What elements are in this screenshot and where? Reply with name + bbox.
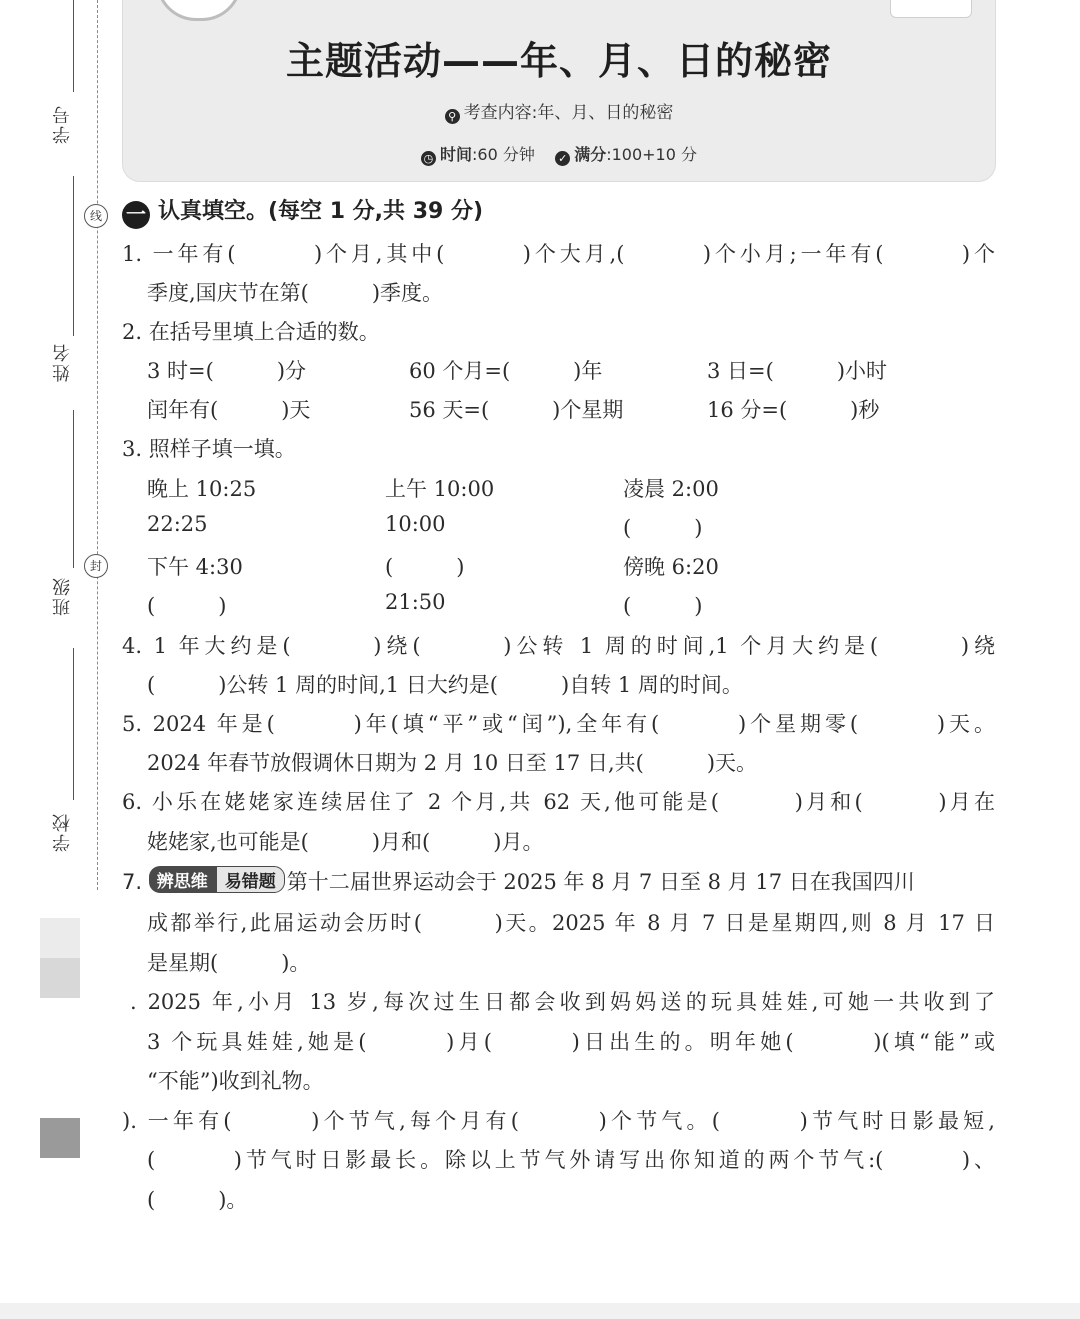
margin-rule: [73, 176, 74, 336]
section-number: 一: [122, 201, 150, 229]
q2-item: 3 时=( )分: [147, 359, 307, 383]
q2-prompt: 2. 在括号里填上合适的数。: [122, 320, 380, 344]
q3-cell: ( ): [623, 594, 703, 618]
margin-rule: [73, 648, 74, 800]
tag-error-prone: 易错题: [216, 866, 285, 893]
q1-line1: 1. 一年有( )个月,其中( )个大月,( )个小月;一年有( )个: [122, 242, 995, 266]
time-label: 时间: [439, 145, 472, 164]
q9-line1: ). 一年有( )个节气,每个月有( )个节气。( )节气时日影最短,: [122, 1109, 995, 1133]
q9-line2: ( )节气时日影最长。除以上节气外请写出你知道的两个节气:( )、: [147, 1148, 996, 1172]
q1-line2: 季度,国庆节在第( )季度。: [147, 281, 444, 305]
section-title: 认真填空。(每空 1 分,共 39 分): [158, 199, 484, 224]
q7-line2: 成都举行,此届运动会历时( )天。2025 年 8 月 7 日是星期四,则 8 月 17 日: [147, 911, 995, 935]
q7-text: 第十二届世界运动会于 2025 年 8 月 7 日至 8 月 17 日在我国四川: [286, 870, 915, 894]
clock-icon: ◷: [421, 151, 436, 166]
q6-line1: 6. 小乐在姥姥家连续居住了 2 个月,共 62 天,他可能是( )月和( )月在: [122, 790, 995, 814]
q3-cell: 10:00: [385, 512, 446, 536]
student-no-label: 学号: [52, 104, 73, 144]
q2-item: 60 个月=( )年: [409, 359, 603, 383]
q4-line1: 4. 1 年大约是( )绕( )公转 1 周的时间,1 个月大约是( )绕: [122, 634, 995, 658]
margin-rule: [73, 410, 74, 568]
cut-line: [97, 0, 98, 890]
gray-swatch: [40, 958, 80, 998]
q2-item: 3 日=( )小时: [707, 359, 888, 383]
section-heading: [122, 194, 483, 229]
exam-meta: [122, 142, 996, 166]
q3-cell: 21:50: [385, 590, 446, 614]
q3-cell: ( ): [385, 555, 465, 579]
tag-thinking: 辨思维: [149, 866, 216, 893]
q5-line2: 2024 年春节放假调休日期为 2 月 10 日至 17 日,共( )天。: [147, 751, 758, 775]
q3-cell: 上午 10:00: [385, 477, 495, 501]
q3-cell: 傍晚 6:20: [623, 555, 719, 579]
page-title: 主题活动——年、月、日的秘密: [285, 39, 832, 83]
q2-item: 闰年有( )天: [147, 398, 311, 422]
score-label: 满分: [574, 145, 607, 164]
page-bottom-strip: [0, 1303, 1080, 1319]
q7-line1: [122, 866, 995, 896]
q4-line2: ( )公转 1 周的时间,1 日大约是( )自转 1 周的时间。: [147, 673, 743, 697]
q2-item: 16 分=( )秒: [707, 398, 880, 422]
school-label: 学校: [52, 812, 73, 852]
name-label: 姓名: [52, 342, 73, 382]
margin-rule: [73, 0, 74, 92]
q8-line1: . 2025 年,小月 13 岁,每次过生日都会收到妈妈送的玩具娃娃,可她一共收到了: [130, 990, 995, 1014]
score-value: :100+10 分: [606, 145, 697, 164]
q3-cell: 下午 4:30: [147, 555, 243, 579]
scope-line: [122, 98, 996, 124]
q3-cell: 晚上 10:25: [147, 477, 257, 501]
class-label: 班级: [52, 576, 73, 616]
gray-swatch: [40, 1118, 80, 1158]
q3-cell: ( ): [623, 516, 703, 540]
score-box: [890, 0, 972, 18]
q3-prompt: 3. 照样子填一填。: [122, 437, 296, 461]
q9-line3: ( )。: [147, 1188, 248, 1212]
check-icon: ✓: [555, 151, 570, 166]
q7-line3: 是星期( )。: [147, 951, 311, 975]
q3-cell: 22:25: [147, 512, 208, 536]
q7-number: 7.: [122, 870, 143, 894]
q3-cell: 凌晨 2:00: [623, 477, 719, 501]
q3-cell: ( ): [147, 594, 227, 618]
q6-line2: 姥姥家,也可能是( )月和( )月。: [147, 830, 544, 854]
q8-line3: “不能”)收到礼物。: [147, 1069, 324, 1093]
q5-line1: 5. 2024 年是( )年(填“平”或“闰”),全年有( )个星期零( )天。: [122, 712, 995, 736]
time-value: :60 分钟: [472, 145, 535, 164]
search-icon: ⚲: [445, 109, 460, 124]
scope-text: 考查内容:年、月、日的秘密: [463, 103, 674, 123]
gray-swatch: [40, 918, 80, 958]
seal-seal-mark: 封: [84, 554, 108, 578]
seal-line-mark: 线: [84, 204, 108, 228]
q8-line2: 3 个玩具娃娃,她是( )月( )日出生的。明年她( )(填“能”或: [147, 1030, 995, 1054]
q2-item: 56 天=( )个星期: [409, 398, 624, 422]
